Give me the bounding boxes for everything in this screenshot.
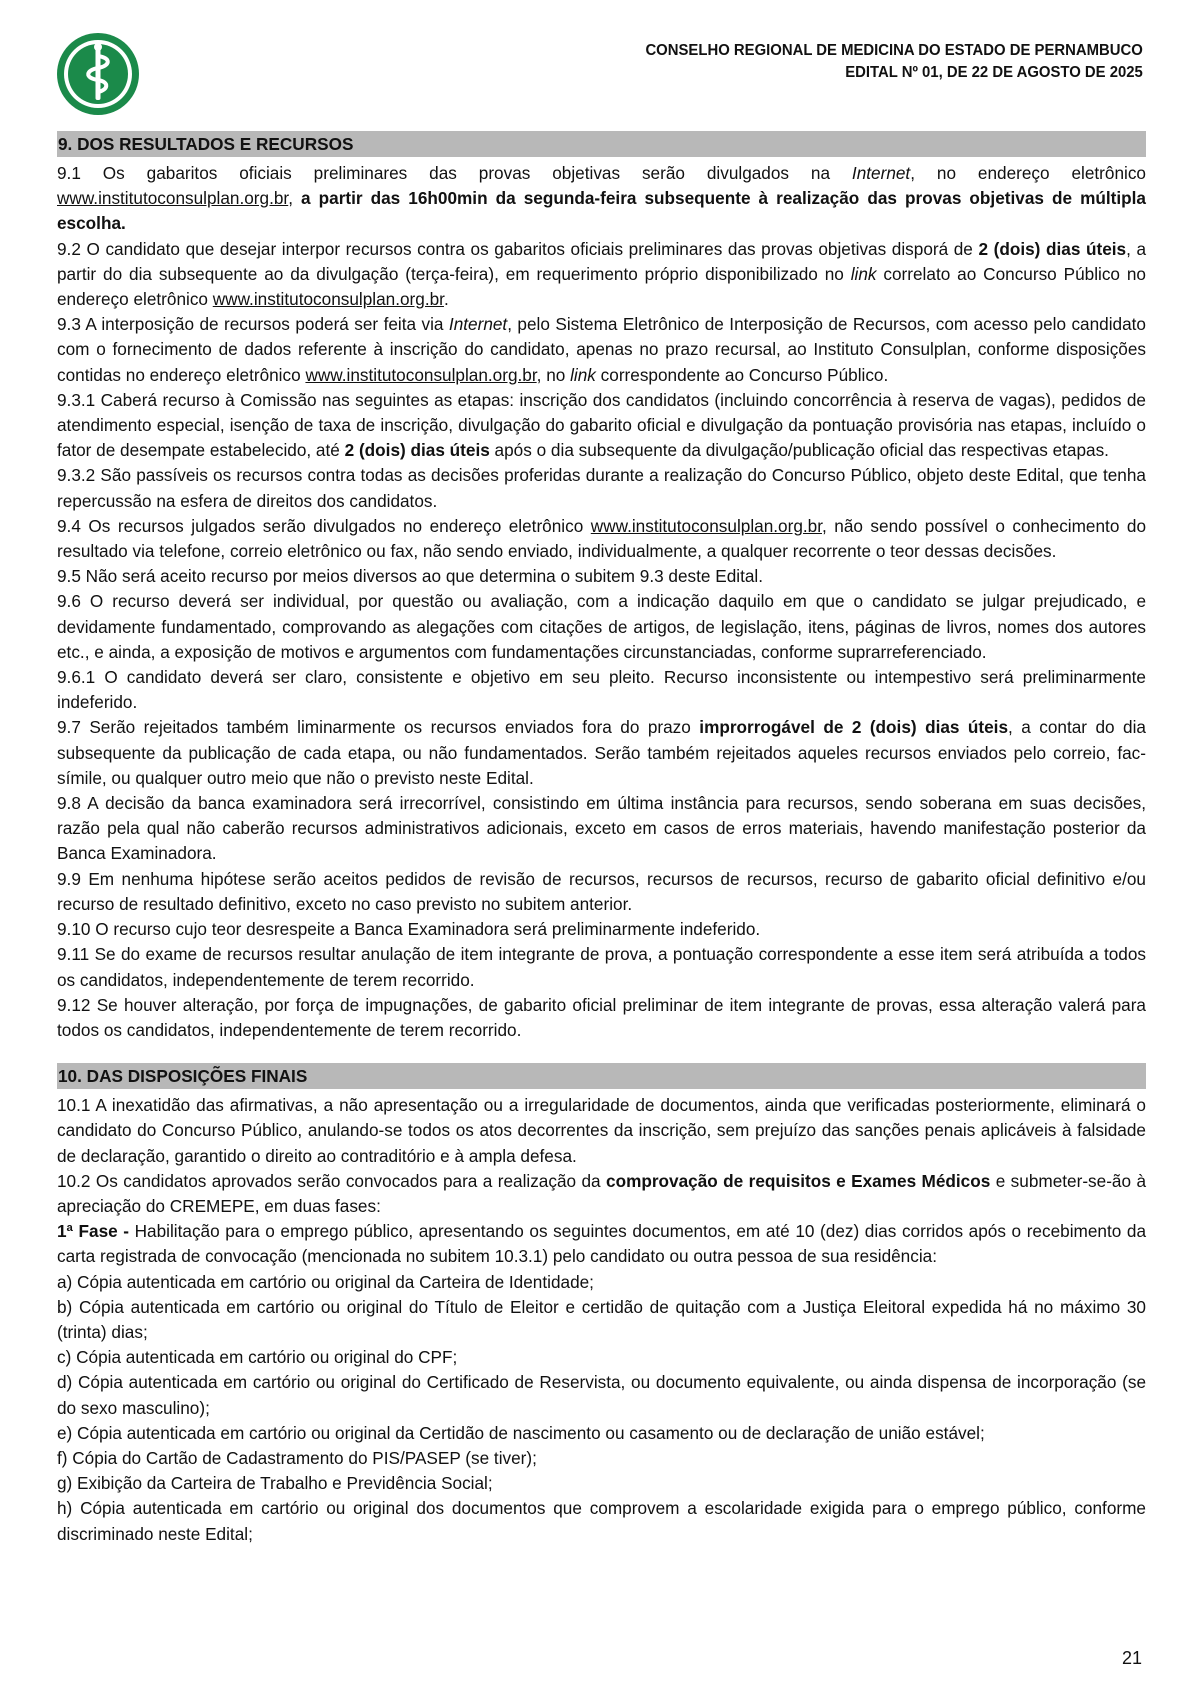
section-10-title: 10. DAS DISPOSIÇÕES FINAIS: [57, 1063, 1146, 1089]
fase-1-label: 1ª Fase -: [57, 1221, 130, 1242]
document-list-item: g) Exibição da Carteira de Trabalho e Previdência Social;: [57, 1473, 493, 1494]
paragraph-9-6: 9.6 O recurso deverá ser individual, por questão ou avaliação, com a indicação daquilo em que o candidato se julgar prejudicado, e devidamente fundamentado, comprovando as alegações com citações de artigos, de legislação, itens, páginas de livros, nomes dos autores etc., e ainda, a exposição de motivos e argumentos com fundamentações circunstanciadas, conforme suprarreferenciado.: [57, 591, 1146, 662]
fase-1-paragraph: 1ª Fase - Habilitação para o emprego público, apresentando os seguintes documentos, em até 10 (dez) dias corridos após o recebimento da carta registrada de convocação (mencionada no subitem 10.3.1) pelo candidato ou outra pessoa de sua residência:: [57, 1221, 1146, 1267]
paragraph-10-1: 10.1 A inexatidão das afirmativas, a não apresentação ou a irregularidade de documentos, ainda que verificadas posteriormente, eliminará o candidato do Concurso Público, anulando-se todos os atos decorrentes da inscrição, sem prejuízo das sanções penais aplicáveis à falsidade de declaração, garantido o direito ao contraditório e à ampla defesa.: [57, 1095, 1146, 1166]
edital-title: EDITAL Nº 01, DE 22 DE AGOSTO DE 2025: [845, 64, 1143, 81]
paragraph-9-3-2: 9.3.2 São passíveis os recursos contra todas as decisões proferidas durante a realização do Concurso Público, objeto deste Edital, que tenha repercussão na esfera de direitos dos candidatos.: [57, 465, 1146, 511]
paragraph-9-5: 9.5 Não será aceito recurso por meios diversos ao que determina o subitem 9.3 deste Edital.: [57, 566, 764, 587]
cremepe-logo-icon: [56, 32, 140, 116]
paragraph-9-10: 9.10 O recurso cujo teor desrespeite a Banca Examinadora será preliminarmente indeferido.: [57, 919, 761, 940]
paragraph-10-2: 10.2 Os candidatos aprovados serão convocados para a realização da comprovação de requisitos e Exames Médicos e submeter-se-ão à apreciação do CREMEPE, em duas fases:: [57, 1170, 1147, 1216]
document-list-item: f) Cópia do Cartão de Cadastramento do PIS/PASEP (se tiver);: [57, 1447, 537, 1468]
website-link[interactable]: www.institutoconsulplan.org.br: [57, 188, 289, 209]
document-header: [646, 40, 1143, 84]
paragraph-9-7: 9.7 Serão rejeitados também liminarmente os recursos enviados fora do prazo improrrogável de 2 (dois) dias úteis, a contar do dia subsequente da publicação de cada etapa, ou não fundamentados. Serão também rejeitados aqueles recursos enviados pelo correio, fac-símile, ou qualquer outro meio que não o previsto neste Edital.: [57, 717, 1146, 788]
paragraph-9-1: 9.1 Os gabaritos oficiais preliminares das provas objetivas serão divulgados na Internet, no endereço eletrônico www.institutoconsulplan.org.br, a partir das 16h00min da segunda-feira subsequente à realização das provas objetivas de múltipla escolha.: [57, 163, 1146, 234]
document-body: [57, 131, 1146, 1547]
website-link[interactable]: www.institutoconsulplan.org.br: [305, 364, 537, 385]
section-9-title: 9. DOS RESULTADOS E RECURSOS: [57, 131, 1146, 157]
document-list-item: c) Cópia autenticada em cartório ou original do CPF;: [57, 1347, 458, 1368]
paragraph-9-2: 9.2 O candidato que desejar interpor recursos contra os gabaritos oficiais preliminares das provas objetivas disporá de 2 (dois) dias úteis, a partir do dia subsequente ao da divulgação (terça-feira), em requerimento próprio disponibilizado no link correlato ao Concurso Público no endereço eletrônico www.institutoconsulplan.org.br.: [57, 238, 1147, 310]
document-list-item: e) Cópia autenticada em cartório ou original da Certidão de nascimento ou casamento ou de declaração de união estável;: [57, 1422, 985, 1443]
document-list-item: h) Cópia autenticada em cartório ou original dos documentos que comprovem a escolaridade exigida para o emprego público, conforme discriminado neste Edital;: [57, 1498, 1146, 1544]
page-number: 21: [1121, 1648, 1142, 1668]
section-spacer: [57, 1043, 1146, 1063]
website-link[interactable]: www.institutoconsulplan.org.br: [590, 515, 822, 536]
document-list-item: d) Cópia autenticada em cartório ou original do Certificado de Reservista, ou documento equivalente, ou ainda dispensa de incorporação (se do sexo masculino);: [57, 1372, 1146, 1418]
paragraph-9-3-1: 9.3.1 Caberá recurso à Comissão nas seguintes as etapas: inscrição dos candidatos (incluindo concorrência à reserva de vagas), pedidos de atendimento especial, isenção de taxa de inscrição, divulgação do gabarito oficial e divulgação da pontuação provisória nas etapas, incluído o fator de desempate estabelecido, até 2 (dois) dias úteis após o dia subsequente da divulgação/publicação oficial das respectivas etapas.: [57, 389, 1146, 461]
org-name: CONSELHO REGIONAL DE MEDICINA DO ESTADO DE PERNAMBUCO: [645, 42, 1143, 59]
paragraph-9-3: 9.3 A interposição de recursos poderá ser feita via Internet, pelo Sistema Eletrônico de Interposição de Recursos, com acesso pelo candidato com o fornecimento de dados referente à inscrição do candidato, apenas no prazo recursal, ao Instituto Consulplan, conforme disposições contidas no endereço eletrônico www.institutoconsulplan.org.br, no link correspondente ao Concurso Público.: [57, 314, 1146, 385]
paragraph-9-11: 9.11 Se do exame de recursos resultar anulação de item integrante de prova, a pontuação correspondente a esse item será atribuída a todos os candidatos, independentemente de terem recorrido.: [57, 944, 1146, 990]
document-list-item: a) Cópia autenticada em cartório ou original da Carteira de Identidade;: [57, 1271, 594, 1292]
paragraph-9-12: 9.12 Se houver alteração, por força de impugnações, de gabarito oficial preliminar de item integrante de provas, essa alteração valerá para todos os candidatos, independentemente de terem recorrido.: [57, 994, 1146, 1040]
paragraph-9-6-1: 9.6.1 O candidato deverá ser claro, consistente e objetivo em seu pleito. Recurso inconsistente ou intempestivo será preliminarmente indeferido.: [57, 667, 1146, 713]
document-list-item: b) Cópia autenticada em cartório ou original do Título de Eleitor e certidão de quitação com a Justiça Eleitoral expedida há no máximo 30 (trinta) dias;: [57, 1296, 1146, 1342]
website-link[interactable]: www.institutoconsulplan.org.br: [212, 289, 444, 310]
paragraph-9-9: 9.9 Em nenhuma hipótese serão aceitos pedidos de revisão de recursos, recursos de recursos, recurso de gabarito oficial definitivo e/ou recurso de resultado definitivo, exceto no caso previsto no subitem anterior.: [57, 868, 1146, 914]
paragraph-9-8: 9.8 A decisão da banca examinadora será irrecorrível, consistindo em última instância para recursos, sendo soberana em suas decisões, razão pela qual não caberão recursos administrativos adicionais, exceto em casos de erros materiais, havendo manifestação posterior da Banca Examinadora.: [57, 793, 1146, 864]
paragraph-9-4: 9.4 Os recursos julgados serão divulgados no endereço eletrônico www.institutoconsulplan.org.br, não sendo possível o conhecimento do resultado via telefone, correio eletrônico ou fax, não sendo enviado, individualmente, a qualquer recorrente o teor dessas decisões.: [57, 515, 1147, 562]
